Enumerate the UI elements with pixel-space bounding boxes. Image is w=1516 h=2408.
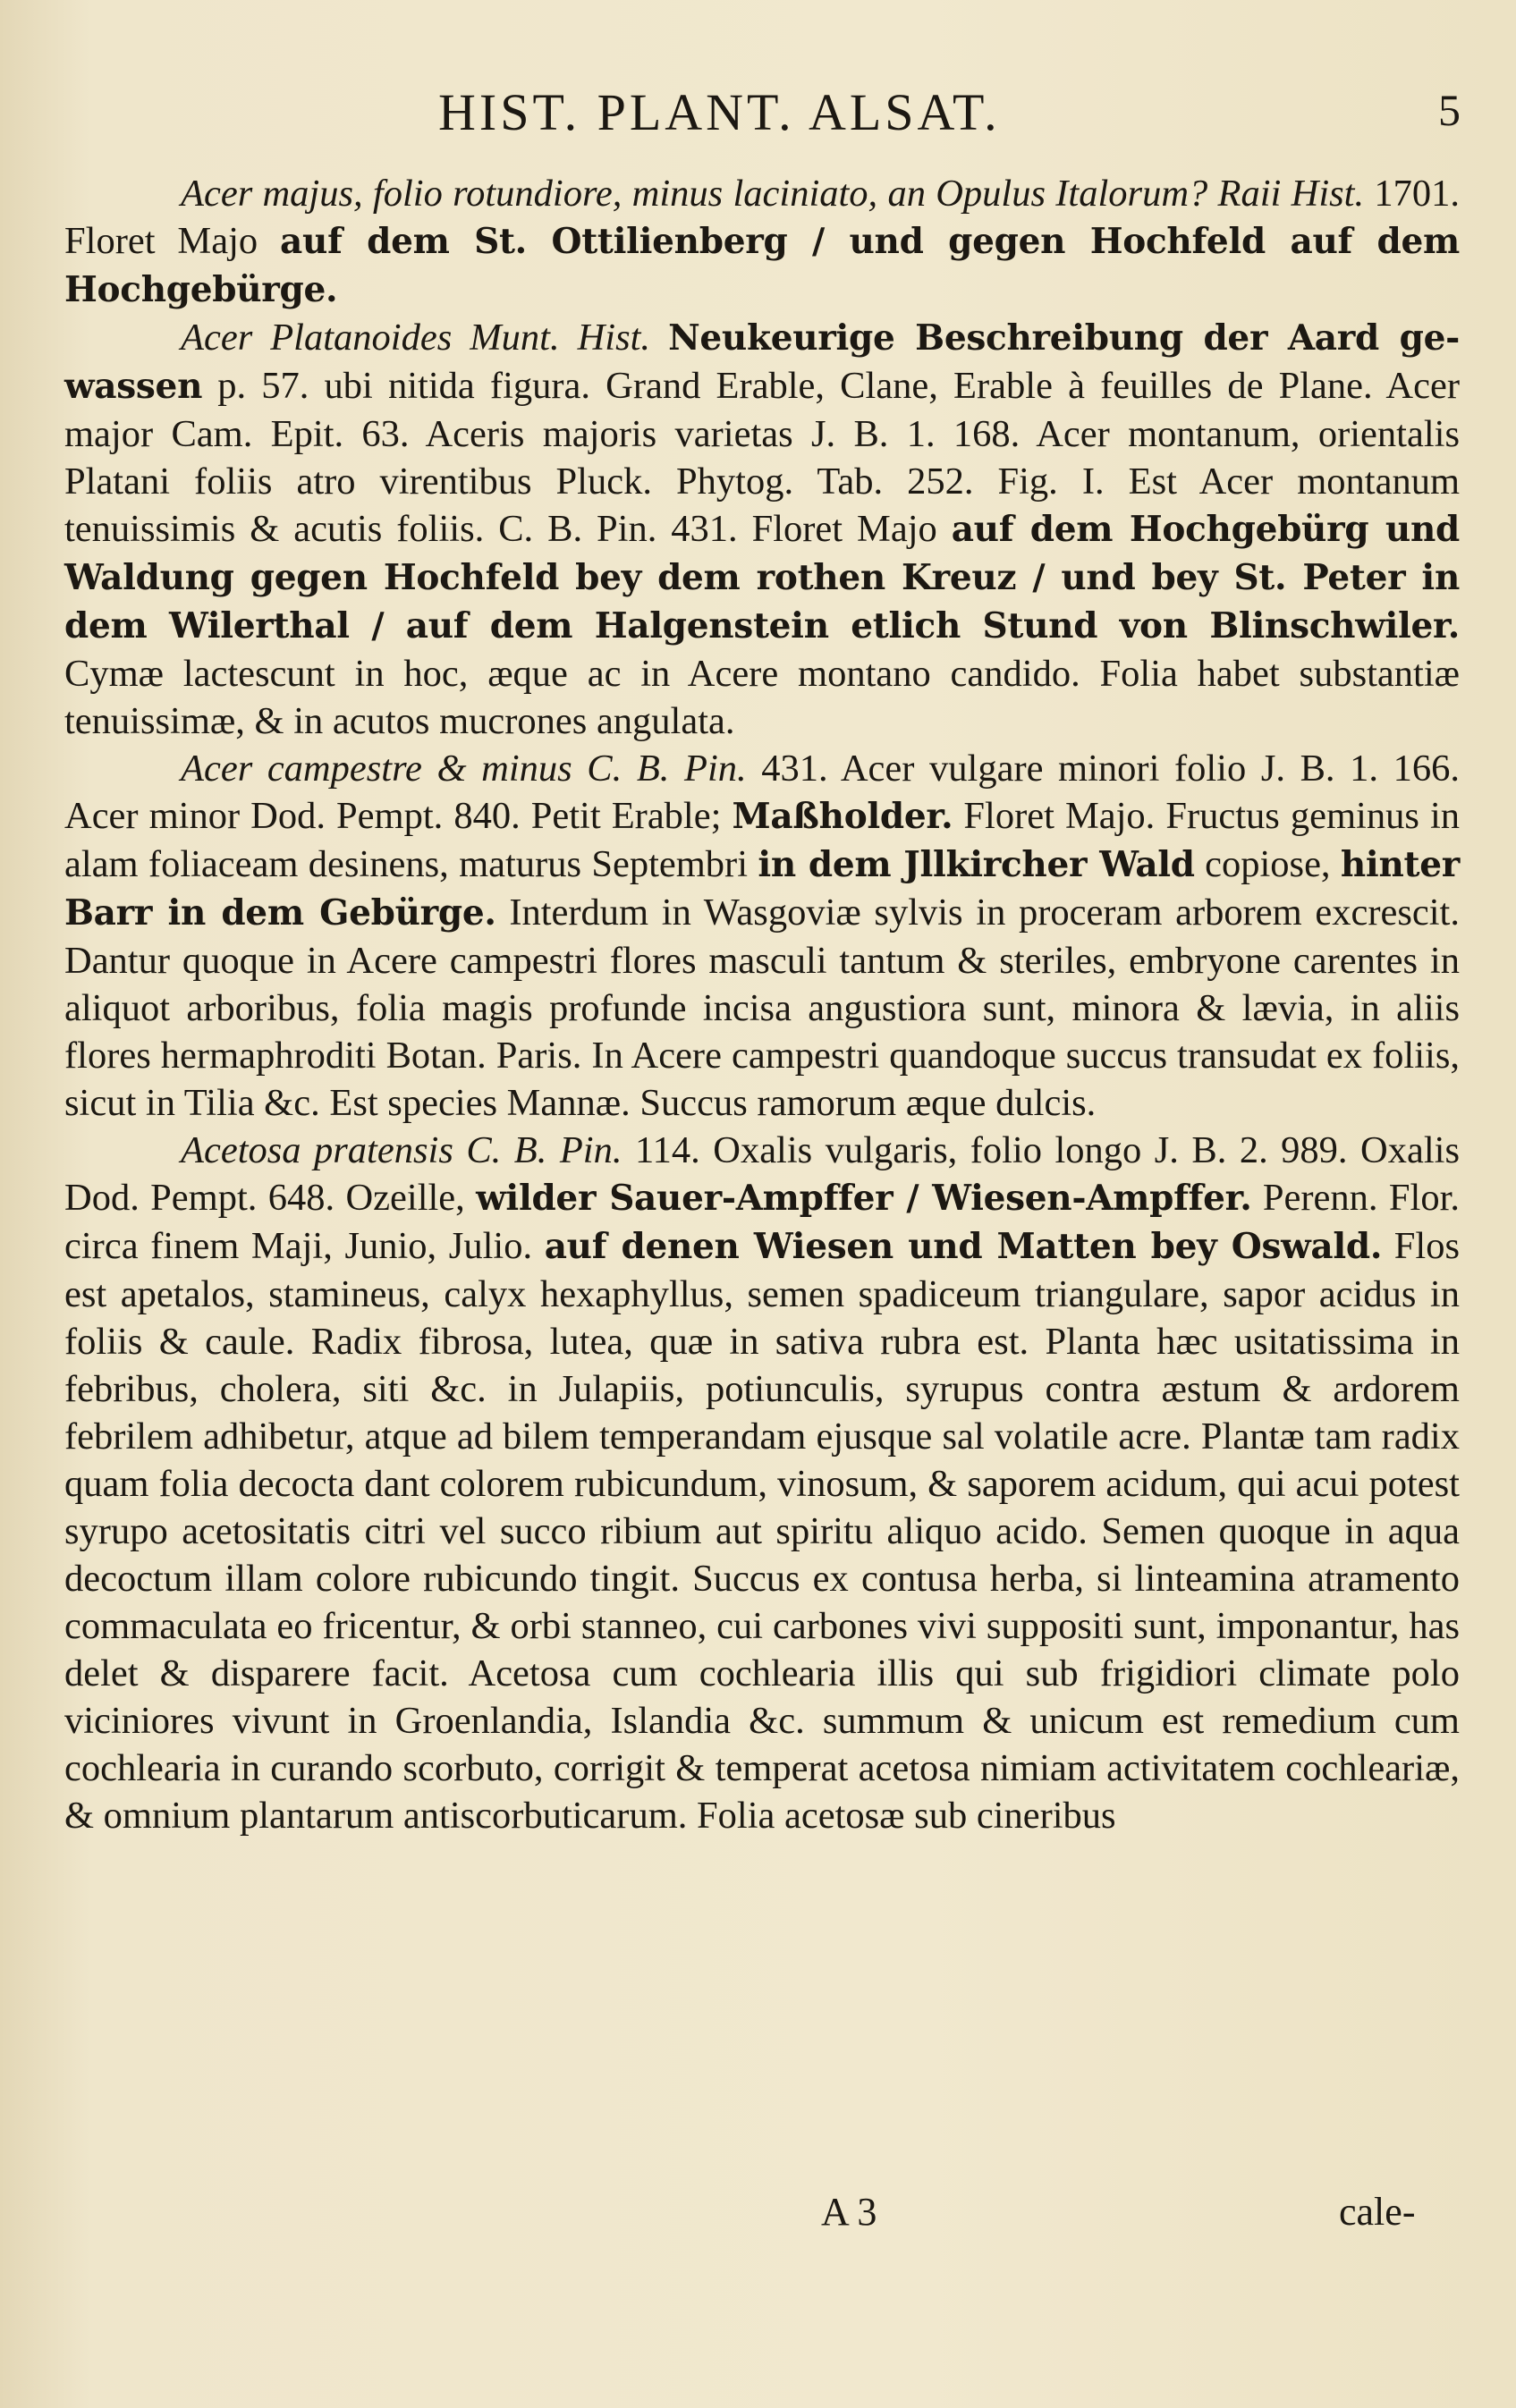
page-footer xyxy=(0,2189,1516,2243)
german-text: Maßholder. xyxy=(732,796,953,837)
latin-text: Interdum in Wasgoviæ sylvis in proceram arborem excrescit. Dantur quoque in Acere campestri flores masculi tantum & steriles, embryone carentes in aliquot arboribus, folia magis profunde incisa angustiora sunt, minora & lævia, in aliis flores hermaphroditi Botan. Paris. In Acere campestri quandoque succus transudat ex foliis, sicut in Tilia &c. Est species Mannæ. Succus ramorum æque dulcis. xyxy=(64,891,1460,1124)
latin-text: Flos est apetalos, stamineus, calyx hexaphyllus, semen spadiceum triangulare, sapor acidus in foliis & caule. Radix fibrosa, lutea, quæ in sativa rubra est. Planta hæc usitatissima in febribus, cholera, siti &c. in Julapiis, potiunculis, syrupus contra æstum & ardorem febrilem adhibetur, atque ad bilem temperandam ejusque sal volatile acre. Plantæ tam radix quam folia decocta dant colorem rubicundum, vinosum, & saporem acidum, qui acui potest syrupo acetositatis citri vel succo ribium aut spiritu aliquo acido. Semen quoque in aqua decoctum illam colore rubicundo tingit. Succus ex contusa herba, si linteamina atramento commaculata eo fricentur, & orbi stanneo, cui carbones vivi suppositi sunt, imponantur, has delet & disparere facit. Acetosa cum cochlearia illis qui sub frigidiori climate polo viciniores vivunt in Groenlandia, Islandia &c. summum & unicum est remedium cum cochlearia in curando scorbuto, corrigit & temperat acetosa nimiam activitatem cochleariæ, & omnium plantarum antiscorbuticarum. Folia acetosæ sub cineribus xyxy=(64,1225,1460,1837)
body-text xyxy=(64,170,1460,1839)
plant-entry xyxy=(64,170,1460,314)
german-text: auf denen Wiesen und Matten bey Oswald. xyxy=(544,1226,1383,1267)
signature-mark: A 3 xyxy=(821,2190,877,2234)
latin-text: copiose, xyxy=(1194,843,1341,885)
species-name: Acer Platanoides Munt. Hist. xyxy=(181,317,651,359)
plant-entry xyxy=(64,745,1460,1127)
species-name: Acer majus, folio rotundiore, minus laciniato, an Opulus Italorum? Raii Hist. xyxy=(181,173,1365,215)
plant-entry xyxy=(64,314,1460,745)
german-text: auf dem St. Ottilienberg / und gegen Hochfeld auf dem Hochgebürge. xyxy=(64,221,1460,310)
species-name: Acer campestre & minus C. B. Pin. xyxy=(181,748,747,790)
latin-text: 1701. Floret Majo xyxy=(64,173,1460,262)
german-text: Neukeurige Beschreibung der Aard ge-wassen xyxy=(64,317,1461,407)
species-name: Acetosa pratensis C. B. Pin. xyxy=(181,1129,622,1171)
latin-text: Perenn. Flor. circa finem Maji, Junio, Julio. xyxy=(64,1177,1461,1267)
page-number: 5 xyxy=(1438,85,1461,135)
page-header xyxy=(0,82,1516,154)
german-text: auf dem Hochgebürg und Waldung gegen Hochfeld bey dem rothen Kreuz / und bey St. Peter in dem Wilerthal / auf dem Halgenstein etlich Stund von Blinschwiler. xyxy=(64,509,1460,646)
german-text: hinter Barr in dem Gebürge. xyxy=(64,844,1460,934)
latin-text: Floret Majo. Fructus geminus in alam foliaceam desinens, maturus Septembri xyxy=(64,795,1461,885)
german-text: wilder Sauer-Ampffer / Wiesen-Ampffer. xyxy=(476,1178,1252,1219)
latin-text xyxy=(650,317,668,359)
catchword: cale- xyxy=(1339,2190,1416,2234)
latin-text: p. 57. ubi nitida figura. Grand Erable, Clane, Erable à feuilles de Plane. Acer major Cam. Epit. 63. Aceris majoris varietas J. B. 1. 168. Acer montanum, orientalis Platani foliis atro virentibus Pluck. Phytog. Tab. 252. Fig. I. Est Acer montanum tenuissimis & acutis foliis. C. B. Pin. 431. Floret Majo xyxy=(64,365,1460,550)
running-title: HIST. PLANT. ALSAT. xyxy=(438,83,1001,141)
latin-text: 114. Oxalis vulgaris, folio longo J. B. 2. 989. Oxalis Dod. Pempt. 648. Ozeille, xyxy=(64,1129,1460,1219)
german-text: in dem Jllkircher Wald xyxy=(758,844,1195,885)
latin-text: Cymæ lactescunt in hoc, æque ac in Acere montano candido. Folia habet substantiæ tenuissimæ, & in acutos mucrones angulata. xyxy=(64,653,1460,742)
plant-entry xyxy=(64,1127,1460,1839)
latin-text: 431. Acer vulgare minori folio J. B. 1. 166. Acer minor Dod. Pempt. 840. Petit Erable; xyxy=(64,748,1460,837)
